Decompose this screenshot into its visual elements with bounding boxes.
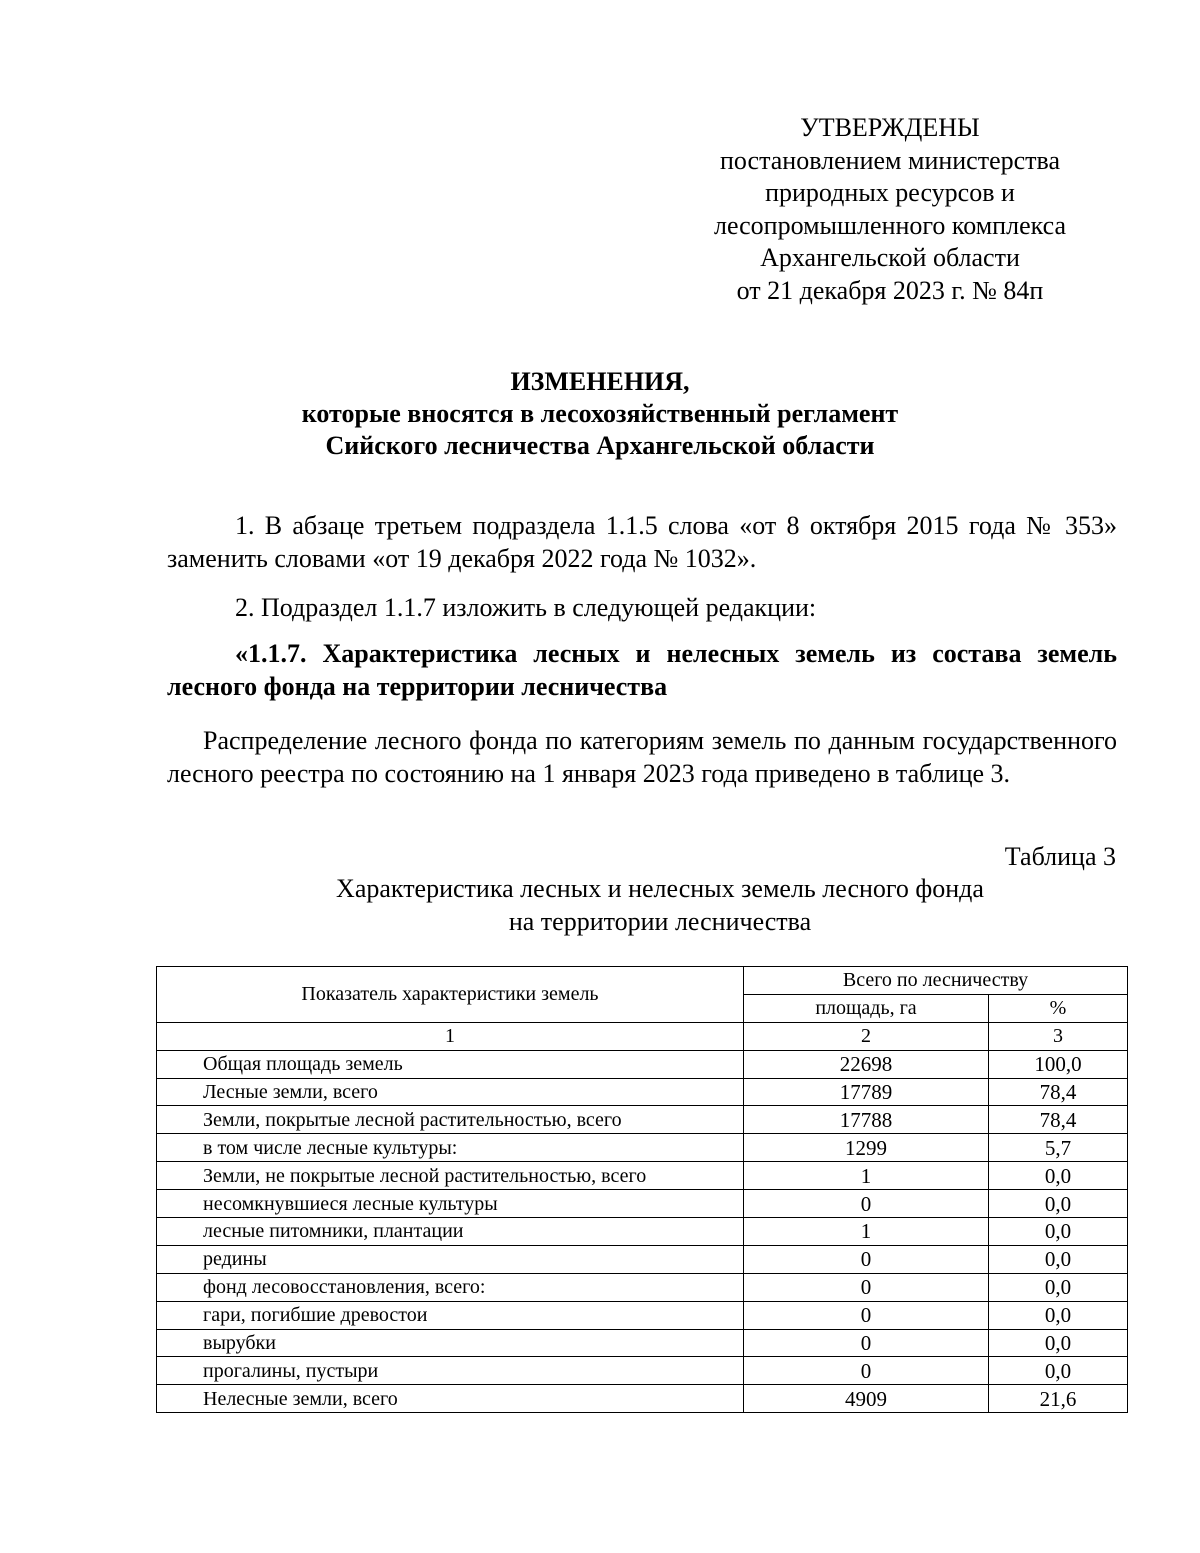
table-row	[157, 1329, 1128, 1357]
column-number: 1	[157, 1022, 744, 1050]
table-row	[157, 1385, 1128, 1413]
caption-line: на территории лесничества	[508, 907, 812, 936]
row-pct: 0,0	[989, 1162, 1128, 1190]
row-label: Земли, не покрытые лесной растительностью, всего	[157, 1162, 744, 1190]
table-row	[157, 1218, 1128, 1246]
row-label: гари, погибшие древостои	[157, 1301, 744, 1329]
table-row	[157, 1078, 1128, 1106]
header-area: площадь, га	[744, 994, 989, 1022]
table-row	[157, 1301, 1128, 1329]
document-title	[150, 366, 1050, 462]
row-pct: 0,0	[989, 1329, 1128, 1357]
paragraph-2: 2. Подраздел 1.1.7 изложить в следующей редакции:	[235, 593, 817, 622]
row-label: прогалины, пустыри	[157, 1357, 744, 1385]
title-line: Сийского лесничества Архангельской области	[325, 431, 875, 460]
paragraph-1: 1. В абзаце третьем подраздела 1.1.5 слова «от 8 октября 2015 года № 353» заменить словами «от 19 декабря 2022 года № 1032».	[167, 511, 1117, 573]
table-row	[157, 1357, 1128, 1385]
row-area: 0	[744, 1329, 989, 1357]
row-pct: 0,0	[989, 1245, 1128, 1273]
row-area: 17788	[744, 1106, 989, 1134]
row-label: лесные питомники, плантации	[157, 1218, 744, 1246]
row-label: Нелесные земли, всего	[157, 1385, 744, 1413]
table-row	[157, 1245, 1128, 1273]
row-label: несомкнувшиеся лесные культуры	[157, 1190, 744, 1218]
row-pct: 0,0	[989, 1218, 1128, 1246]
row-pct: 78,4	[989, 1078, 1128, 1106]
table-row	[157, 1162, 1128, 1190]
row-area: 17789	[744, 1078, 989, 1106]
title-line: которые вносятся в лесохозяйственный регламент	[301, 399, 899, 428]
row-pct: 100,0	[989, 1050, 1128, 1078]
row-area: 1	[744, 1218, 989, 1246]
row-pct: 5,7	[989, 1134, 1128, 1162]
row-pct: 0,0	[989, 1301, 1128, 1329]
row-label: в том числе лесные культуры:	[157, 1134, 744, 1162]
approval-line: постановлением министерства	[719, 145, 1061, 175]
row-pct: 0,0	[989, 1190, 1128, 1218]
row-label: фонд лесовосстановления, всего:	[157, 1273, 744, 1301]
approval-line: природных ресурсов и	[765, 178, 1015, 207]
table-label: Таблица 3	[1004, 842, 1116, 871]
row-label: Лесные земли, всего	[157, 1078, 744, 1106]
column-number-row	[157, 1022, 1128, 1050]
row-pct: 21,6	[989, 1385, 1128, 1413]
row-label: вырубки	[157, 1329, 744, 1357]
paragraph-3: Распределение лесного фонда по категориям земель по данным государственного лесного реестра по состоянию на 1 января 2023 года приведено в таблице 3.	[167, 726, 1117, 788]
section-heading: «1.1.7. Характеристика лесных и нелесных земель из состава земель лесного фонда на территории лесничества	[167, 639, 1117, 701]
table-row	[157, 1134, 1128, 1162]
table-header-row	[157, 967, 1128, 995]
row-label: Земли, покрытые лесной растительностью, всего	[157, 1106, 744, 1134]
row-pct: 0,0	[989, 1357, 1128, 1385]
row-pct: 78,4	[989, 1106, 1128, 1134]
row-area: 22698	[744, 1050, 989, 1078]
row-area: 0	[744, 1273, 989, 1301]
row-area: 0	[744, 1245, 989, 1273]
title-line: ИЗМЕНЕНИЯ,	[510, 367, 690, 396]
approval-line: Архангельской области	[760, 243, 1020, 272]
land-characteristics-table	[156, 966, 1128, 1413]
row-area: 1299	[744, 1134, 989, 1162]
header-indicator: Показатель характеристики земель	[157, 967, 744, 1023]
column-number: 3	[989, 1022, 1128, 1050]
row-area: 1	[744, 1162, 989, 1190]
row-area: 0	[744, 1357, 989, 1385]
table-row	[157, 1273, 1128, 1301]
approval-block	[690, 112, 1090, 307]
row-area: 0	[744, 1301, 989, 1329]
header-total: Всего по лесничеству	[744, 967, 1128, 995]
row-area: 0	[744, 1190, 989, 1218]
row-label: редины	[157, 1245, 744, 1273]
row-pct: 0,0	[989, 1273, 1128, 1301]
approval-line: лесопромышленного комплекса	[713, 210, 1066, 240]
row-area: 4909	[744, 1385, 989, 1413]
column-number: 2	[744, 1022, 989, 1050]
caption-line: Характеристика лесных и нелесных земель лесного фонда	[336, 874, 984, 903]
approval-line: от 21 декабря 2023 г. № 84п	[736, 275, 1044, 305]
header-pct: %	[989, 994, 1128, 1022]
table-row	[157, 1050, 1128, 1078]
table-row	[157, 1106, 1128, 1134]
table-caption	[160, 872, 1160, 938]
approval-line: УТВЕРЖДЕНЫ	[800, 113, 980, 142]
table-row	[157, 1190, 1128, 1218]
row-label: Общая площадь земель	[157, 1050, 744, 1078]
